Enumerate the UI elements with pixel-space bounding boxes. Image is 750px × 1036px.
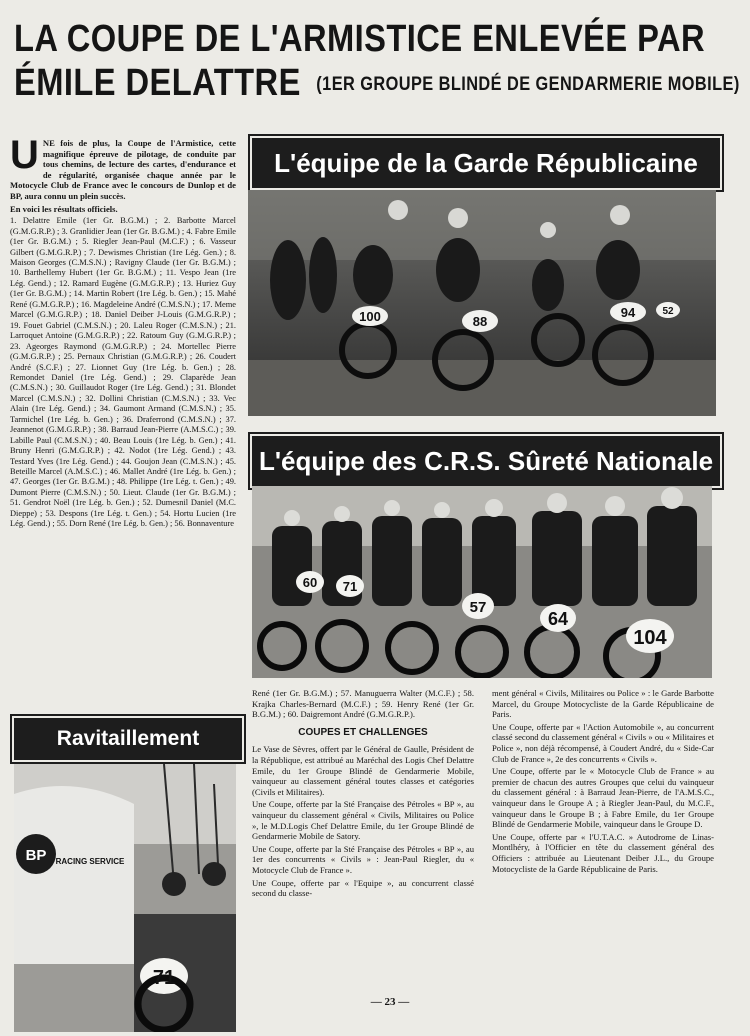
- photo3-bp-text: BP: [25, 847, 47, 864]
- results-continued: René (1er Gr. B.G.M.) ; 57. Manuguerra Walter (M.C.F.) ; 58. Krajka Charles-Bernard (M.C.F.) ; 59. Henry René (1er Gr. B.G.M.) ; 60. Daigremont André (G.M.G.R.P.).: [252, 688, 474, 720]
- photo2-plate-3: 64: [547, 609, 569, 629]
- photo-garde-graphic: [248, 190, 716, 416]
- photo3-plate: 71: [152, 967, 176, 989]
- photo-crs: [252, 486, 712, 678]
- coupes-paragraph-5: ment général « Civils, Militaires ou Police » : le Garde Barbotte Marcel, du Groupe Motocycliste de la Garde Républicaine de Paris.: [492, 688, 714, 720]
- page-title-name: ÉMILE DELATTRE: [14, 62, 301, 104]
- coupes-paragraph-1: Le Vase de Sèvres, offert par le Général de Gaulle, Président de la République, est attribué au Maréchal des Logis Chef Delattre Emile, du 1er Groupe Blindé de Gendarmerie Mobile, vainqueur au classement général toutes classes et catégories (Civils et Militaires).: [252, 744, 474, 797]
- intro-column: [10, 138, 236, 698]
- photo1-plate-1: 88: [472, 314, 488, 329]
- photo3-racing-text: RACING SERVICE: [55, 857, 125, 866]
- page-title-line1: LA COUPE DE L'ARMISTICE ENLEVÉE PAR: [14, 18, 706, 60]
- drop-cap: U: [10, 138, 39, 177]
- coupes-paragraph-8: Une Coupe, offerte par « l'U.T.A.C. » Autodrome de Linas-Montlhéry, à l'Officier en tête du classement général des Officiers : attribuée au Lieutenant Deiber J.L., du Groupe Motocycliste de la Garde Républicaine de Paris.: [492, 831, 714, 874]
- photo-garde-republicaine: [248, 190, 716, 416]
- photo-crs-graphic: [252, 486, 712, 678]
- banner-crs: L'équipe des C.R.S. Sûreté Nationale: [252, 436, 720, 486]
- photo-ravitaillement-graphic: [14, 764, 236, 1032]
- column-coupes: [252, 688, 474, 1008]
- page-number: — 23 —: [370, 996, 410, 1008]
- banner-ravitaillement: Ravitaillement: [14, 718, 242, 760]
- results-list: 1. Delattre Emile (1er Gr. B.G.M.) ; 2. Barbotte Marcel (G.M.G.R.P.) ; 3. Granlidier Jean (1er Gr. B.G.M.) ; 4. Fabre Emile (1er Gr. B.G.M.) ; 5. Riegler Jean-Paul (M.C.F.) ; 6. Vasseur Gilbert (G.M.G.R.P.) ; 7. Dewismes Christian (1re Lég. Gen.) ; 8. Maison Georges (C.M.S.N.) ; Ravigny Claude (1er Gr. B.G.M.) ; 10. Barthellemy Hubert (1er Gr. B.G.M.) ; 11. Vespo Jean (1re Lég. Gend.) ; 12. Ramard Eugène (G.M.G.R.P.) ; 13. Huriez Guy (1er Gr. B.G.M.) ; 14. Martin Robert (1re Lég. b. Gen.) ; 15. Mahé René (G.M.G.R.P.) ; 16. Magdeleine André (C.M.S.N.) ; 17. Meme Marcel (G.M.G.R.P.) ; 18. Daniel Deiber J-Louis (G.M.G.R.P.) ; 19. Fouet Gabriel (C.M.S.N.) ; 20. Laleu Roger (C.M.S.N.) ; 21. Larroquet Antoine (G.M.G.R.P.) ; 22. Ratoum Guy (G.M.G.R.P.) ; 23. Ageorges Raymond (G.M.G.R.P.) ; 24. Mortellec Pierre (G.M.G.R.P.) ; 25. Pernaux Christian (G.M.G.R.P.) ; 26. Coudert André (S.C.F.) ; 27. Lionnet Guy (1re Lég. b. Gen.) ; 28. Remondet Daniel (1re Lég. Gend.) ; 29. Claparède Jean (C.M.S.N.) ; 30. Guillaudot Roger (1re Lég. Gend.) ; 31. Blondet Marcel (C.M.S.N.) ; 32. Dollini Christian (C.M.S.N.) ; 33. Vec Alain (1re Lég. Gend.) ; 34. Gaumont Armand (C.M.S.N.) ; 35. Tarmichel (1re Lég. b. Gen.) ; 36. Draferrond (C.M.S.N.) ; 37. Jeannenot (G.M.G.R.P.) ; 38. Barraud Jean-Pierre (A.M.S.C.) ; 39. Labille Paul (C.M.S.N.) ; 40. Beau Louis (1re Lég. b. Gen.) ; 41. Bruny Henri (G.M.G.R.P.) ; 42. Nodot (1re Lég. Gend.) ; 43. Testard Yves (1re Lég. Gend.) ; 44. Goujon Jean (C.M.S.N.) ; 45. Beteille Marcel (A.M.S.C.) ; 46. Mallet André (1re Lég. b. Gen.) ; 47. Georges (1er Gr. B.G.M.) ; 48. Philippe (1re Lég. t. Gen.) ; 49. Dumont Pierre (C.M.S.N.) ; 50. Lieut. Claude (1er Gr. B.G.M.) ; 51. Gendrot Noël (1re Lég. b. Gen.) ; 52. Dumesnil Daniel (M.C. Dieppe) ; 53. Despons (1re Lég. t. Gen.) ; 54. Hortu Lucien (1re Lég. Gend.) ; 55. Dorn René (1re Lég. b. Gen.) ; 56. Bonnaventure: [10, 216, 236, 529]
- photo2-plate-2: 57: [469, 599, 487, 616]
- photo2-plate-1: 71: [342, 579, 358, 594]
- photo-ravitaillement: [14, 764, 236, 1032]
- section-heading-coupes: COUPES ET CHALLENGES: [298, 726, 428, 738]
- coupes-paragraph-7: Une Coupe, offerte par le « Motocycle Club de France » au premier de chacun des autres Groupes que celui du vainqueur du classement général : à Barraud Jean-Pierre, de l'A.M.S.C., vainqueur dans le Groupe A ; à Riegler Jean-Paul, du M.C.F., vainqueur dans le Groupe B ; à Fabre Emile, du 1er Groupe Blindé de Gendarmerie Mobile, vainqueur dans le Groupe D.: [492, 766, 714, 830]
- coupes-paragraph-3: Une Coupe, offerte par la Sté Française des Pétroles « BP », au 1er des concurrents « Civils » : Jean-Paul Riegler, du « Motocycle Club de France ».: [252, 843, 474, 875]
- coupes-paragraph-6: Une Coupe, offerte par « l'Action Automobile », au concurrent classé second du classement général « Civils » ou « Militaires et Police », non déjà récompensé, à Coudert André, du « Side-Car Club de France », 2e des concurrents « Civils ».: [492, 721, 714, 764]
- photo1-plate-0: 100: [359, 309, 381, 324]
- page-title-subtitle: (1ER GROUPE BLINDÉ DE GENDARMERIE MOBILE): [316, 73, 740, 95]
- results-intro: En voici les résultats officiels.: [10, 203, 118, 214]
- intro-text: NE fois de plus, la Coupe de l'Armistice, cette magnifique épreuve de pilotage, de conduite par tous chemins, de lecture des cartes, d'endurance et de régularité, organisée chaque année par le Motocycle Club de France avec le concours de Dunlop et de BP, aura connu un plein succès.: [10, 138, 236, 201]
- page-title-line2: [14, 62, 740, 105]
- coupes-paragraph-4: Une Coupe, offerte par « l'Equipe », au concurrent classé second du classe-: [252, 877, 474, 899]
- photo1-plate-3: 52: [662, 306, 674, 317]
- photo2-plate-4: 104: [633, 627, 667, 649]
- photo2-plate-0: 60: [302, 575, 318, 590]
- photo1-plate-2: 94: [620, 305, 636, 320]
- intro-paragraph: [10, 138, 236, 202]
- banner-garde-republicaine: L'équipe de la Garde Républicaine: [252, 138, 720, 188]
- column-coupes-continued: [492, 688, 714, 1008]
- coupes-paragraph-2: Une Coupe, offerte par la Sté Française des Pétroles « BP », au vainqueur du classement général « Civils, Militaires ou Police », le M.D.Logis Chef Delattre Emile, du 1er Groupe Blindé de Gendarmerie Mobile de Satory.: [252, 799, 474, 842]
